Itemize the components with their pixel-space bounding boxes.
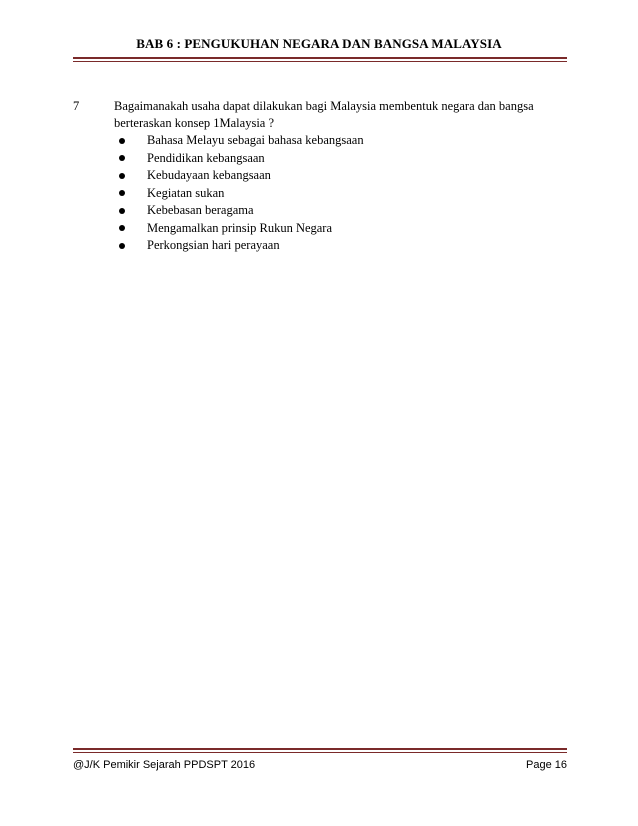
page-footer	[73, 759, 567, 771]
list-item	[114, 132, 567, 150]
footer-rule-thin	[73, 752, 567, 753]
answer-points-list	[114, 132, 567, 255]
question-block	[73, 98, 567, 255]
footer-rule-thick	[73, 748, 567, 750]
footer-source: @J/K Pemikir Sejarah PPDSPT 2016	[73, 759, 256, 771]
answer-point-text: Mengamalkan prinsip Rukun Negara	[147, 220, 333, 235]
bullet-icon	[119, 190, 125, 196]
answer-point-text: Perkongsian hari perayaan	[147, 238, 280, 253]
list-item	[114, 167, 567, 185]
answer-point-text: Pendidikan kebangsaan	[147, 150, 265, 165]
bullet-icon	[119, 138, 125, 144]
question-number: 7	[73, 99, 80, 113]
bullet-icon	[119, 243, 125, 249]
answer-point-text: Kegiatan sukan	[147, 185, 225, 200]
bullet-icon	[119, 225, 125, 231]
header-rule-thin	[73, 61, 567, 62]
bullet-icon	[119, 173, 125, 179]
question-text: Bagaimanakah usaha dapat dilakukan bagi Malaysia membentuk negara dan bangsa berteraskan konsep 1Malaysia ?	[114, 99, 534, 130]
list-item	[114, 237, 567, 255]
list-item	[114, 202, 567, 220]
list-item	[114, 150, 567, 168]
answer-point-text: Kebebasan beragama	[147, 203, 254, 218]
bullet-icon	[119, 155, 125, 161]
answer-point-text: Bahasa Melayu sebagai bahasa kebangsaan	[147, 133, 364, 148]
page-number: Page 16	[526, 759, 567, 771]
bullet-icon	[119, 208, 125, 214]
page-header-title: BAB 6 : PENGUKUHAN NEGARA DAN BANGSA MALAYSIA	[136, 36, 502, 51]
list-item	[114, 185, 567, 203]
question-row	[73, 98, 567, 132]
list-item	[114, 220, 567, 238]
answer-point-text: Kebudayaan kebangsaan	[147, 168, 271, 183]
header-rule-thick	[73, 57, 567, 59]
